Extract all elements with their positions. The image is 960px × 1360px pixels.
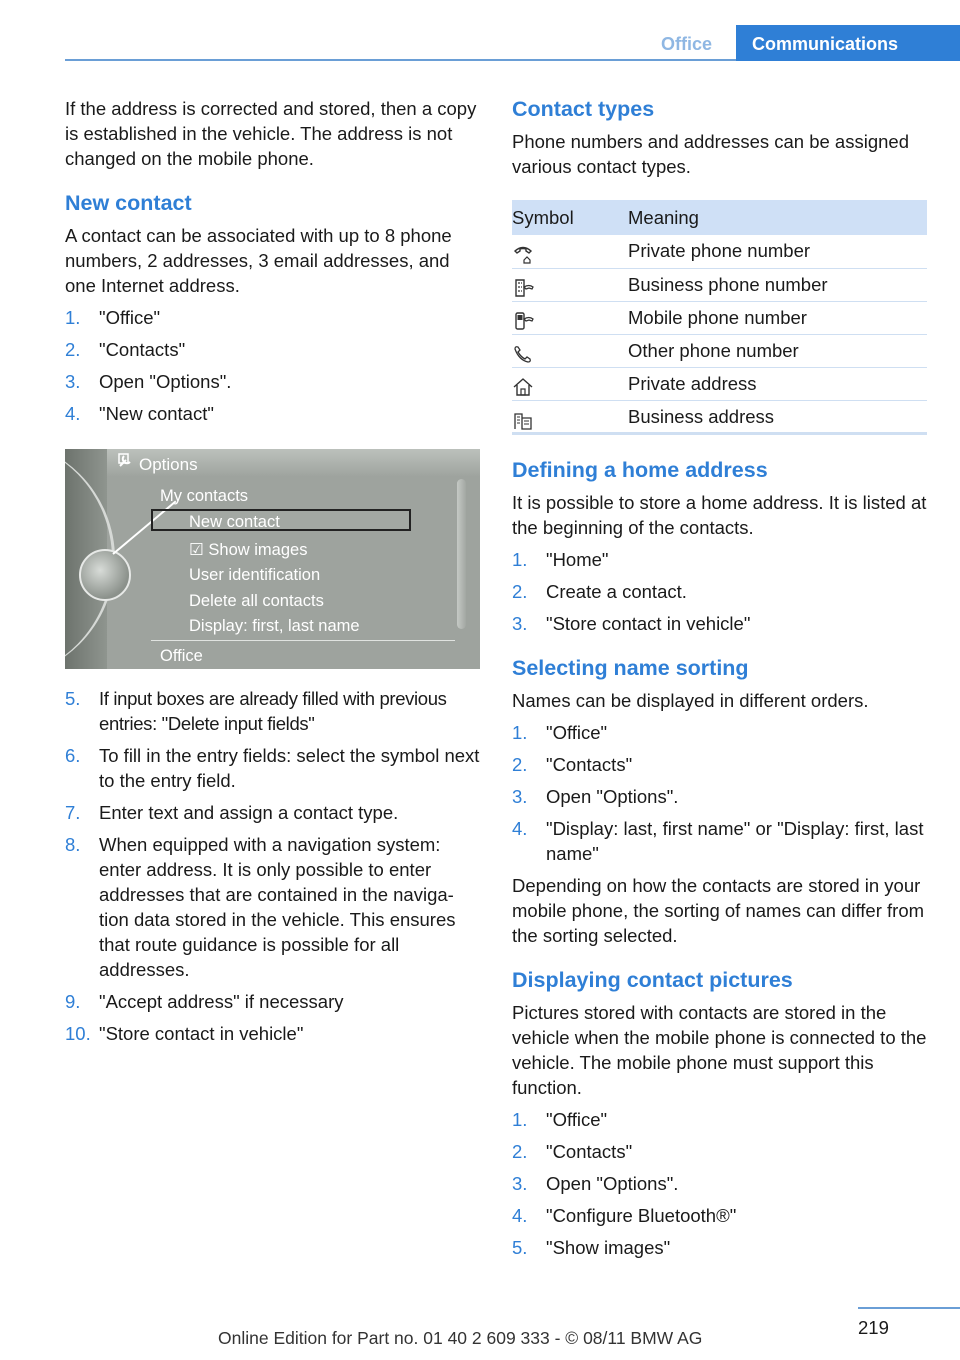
mobile-phone-icon bbox=[512, 310, 628, 332]
new-contact-steps-a bbox=[65, 305, 480, 426]
step-number: 8. bbox=[65, 834, 81, 855]
name-sorting-heading: Selecting name sorting bbox=[512, 655, 749, 680]
step-text: To fill in the entry fields: select the symbol next to the entry field. bbox=[99, 745, 480, 791]
column-header-symbol: Symbol bbox=[512, 200, 628, 235]
list-item bbox=[512, 1235, 927, 1260]
step-text: If input boxes are already filled with previous entries: "Delete input fields" bbox=[99, 688, 447, 734]
step-number: 6. bbox=[65, 745, 81, 766]
step-text: "Store contact in vehicle" bbox=[99, 1023, 304, 1044]
table-row bbox=[512, 301, 927, 334]
step-number: 2. bbox=[512, 580, 528, 602]
step-number: 1. bbox=[512, 721, 528, 743]
other-phone-icon bbox=[512, 343, 628, 365]
step-number: 7. bbox=[65, 802, 81, 823]
step-text: "Office" bbox=[99, 307, 161, 328]
step-number: 3. bbox=[512, 785, 528, 807]
menu-item-label: Show images bbox=[208, 541, 308, 559]
header-section: Office bbox=[661, 34, 713, 54]
business-phone-icon bbox=[512, 277, 628, 299]
table-row bbox=[512, 334, 927, 367]
left-column bbox=[65, 96, 480, 1053]
list-item bbox=[512, 611, 927, 636]
table-cell-meaning: Business phone number bbox=[628, 268, 927, 301]
list-item bbox=[65, 305, 480, 330]
list-item bbox=[65, 743, 480, 793]
list-item bbox=[512, 816, 927, 866]
header-chapter-tab: Communications bbox=[736, 25, 960, 61]
list-item bbox=[512, 752, 927, 777]
table-cell-meaning: Business address bbox=[628, 400, 927, 433]
table-row bbox=[512, 268, 927, 301]
list-item bbox=[65, 989, 480, 1014]
step-number: 1. bbox=[512, 1108, 528, 1130]
business-address-icon bbox=[512, 409, 628, 431]
menu-item-new-contact[interactable]: New contact bbox=[189, 513, 280, 531]
list-item bbox=[512, 1107, 927, 1132]
screen-header-title: Options bbox=[139, 455, 198, 474]
edition-footer: Online Edition for Part no. 01 40 2 609 333 - © 08/11 BMW AG bbox=[218, 1328, 703, 1348]
table-cell-meaning: Other phone number bbox=[628, 334, 927, 367]
step-number: 5. bbox=[512, 1236, 528, 1258]
table-cell-meaning: Private phone number bbox=[628, 235, 927, 268]
list-item bbox=[512, 579, 927, 604]
name-sorting-steps bbox=[512, 720, 927, 866]
list-item bbox=[512, 1171, 927, 1196]
step-number: 4. bbox=[512, 817, 528, 839]
list-item bbox=[65, 337, 480, 362]
step-text: Enter text and assign a contact type. bbox=[99, 802, 399, 823]
home-address-steps bbox=[512, 547, 927, 636]
menu-item-display-order[interactable]: Display: first, last name bbox=[189, 617, 360, 635]
step-text: "Store contact in vehicle" bbox=[546, 612, 751, 634]
step-number: 4. bbox=[512, 1204, 528, 1226]
step-number: 2. bbox=[65, 339, 81, 360]
name-sorting-paragraph: Names can be displayed in different orders. bbox=[512, 689, 869, 711]
list-item bbox=[65, 686, 480, 736]
menu-item-my-contacts[interactable]: My contacts bbox=[160, 487, 249, 505]
list-item bbox=[512, 1203, 927, 1228]
controller-knob bbox=[79, 549, 131, 601]
contact-types-heading: Contact types bbox=[512, 97, 655, 121]
list-item bbox=[65, 800, 480, 825]
table-header-row bbox=[512, 200, 927, 235]
step-text: Create a contact. bbox=[546, 580, 687, 602]
menu-item-show-images[interactable] bbox=[189, 538, 307, 563]
step-text: "New contact" bbox=[99, 403, 214, 424]
step-text: Open "Options". bbox=[99, 371, 232, 392]
page-number: 219 bbox=[858, 1317, 889, 1338]
home-address-paragraph: It is possible to store a home address. It is listed at the beginning of the contacts. bbox=[512, 491, 927, 538]
table-cell-meaning: Mobile phone number bbox=[628, 301, 927, 334]
list-item bbox=[65, 1021, 480, 1046]
step-number: 1. bbox=[512, 548, 528, 570]
private-address-icon bbox=[512, 376, 628, 398]
step-text: "Display: last, first name" or "Display: first, last name" bbox=[546, 817, 924, 864]
list-item bbox=[512, 1139, 927, 1164]
step-text: "Contacts" bbox=[99, 339, 186, 360]
step-number: 5. bbox=[65, 688, 81, 709]
new-contact-heading: New contact bbox=[65, 191, 192, 215]
step-text: "Office" bbox=[546, 721, 608, 743]
new-contact-paragraph: A contact can be associated with up to 8 phone numbers, 2 addresses, 3 email addresses, and one Internet address. bbox=[65, 225, 452, 296]
list-item bbox=[512, 784, 927, 809]
intro-paragraph: If the address is corrected and stored, then a copy is established in the vehicle. The address is not changed on the mobile phone. bbox=[65, 98, 477, 169]
list-item bbox=[512, 547, 927, 572]
step-text: Open "Options". bbox=[546, 785, 679, 807]
step-text: When equipped with a navigation system: enter address. It is only possible to enter addresses that are contained in the naviga-tion data stored in the vehicle. This ensures that route guidance is possible for all addresses. bbox=[99, 834, 456, 980]
step-number: 3. bbox=[512, 1172, 528, 1194]
step-text: "Office" bbox=[546, 1108, 608, 1130]
contact-pictures-paragraph: Pictures stored with contacts are stored in the vehicle when the mobile phone is connected to the vehicle. The mobile phone must support this function. bbox=[512, 1001, 927, 1098]
step-text: "Show images" bbox=[546, 1236, 671, 1258]
column-header-meaning: Meaning bbox=[628, 200, 927, 235]
step-number: 1. bbox=[65, 307, 81, 328]
menu-item-user-identification[interactable]: User identification bbox=[189, 566, 321, 584]
list-item bbox=[65, 401, 480, 426]
table-row bbox=[512, 400, 927, 433]
table-row bbox=[512, 235, 927, 268]
table-row bbox=[512, 367, 927, 400]
step-number: 9. bbox=[65, 991, 81, 1012]
step-text: "Configure Bluetooth®" bbox=[546, 1204, 737, 1226]
list-item bbox=[512, 720, 927, 745]
menu-item-delete-all[interactable]: Delete all contacts bbox=[189, 592, 324, 610]
menu-divider bbox=[151, 640, 455, 641]
step-text: "Contacts" bbox=[546, 1140, 633, 1162]
step-number: 4. bbox=[65, 403, 81, 424]
step-number: 3. bbox=[65, 371, 81, 392]
step-number: 3. bbox=[512, 612, 528, 634]
options-icon bbox=[117, 452, 134, 469]
scrollbar[interactable] bbox=[457, 479, 466, 629]
home-address-heading: Defining a home address bbox=[512, 457, 768, 482]
name-sorting-note: Depending on how the contacts are stored in your mobile phone, the sorting of names can differ from the sorting selected. bbox=[512, 874, 925, 946]
right-column bbox=[512, 96, 927, 1267]
contact-types-paragraph: Phone numbers and addresses can be assigned various contact types. bbox=[512, 131, 909, 177]
step-number: 2. bbox=[512, 753, 528, 775]
table-cell-meaning: Private address bbox=[628, 367, 927, 400]
step-text: "Contacts" bbox=[546, 753, 633, 775]
contact-pictures-heading: Displaying contact pictures bbox=[512, 967, 793, 992]
new-contact-steps-b bbox=[65, 686, 480, 1046]
page-number-rule bbox=[858, 1307, 960, 1309]
contact-types-table bbox=[512, 200, 927, 435]
list-item bbox=[65, 832, 480, 982]
step-text: "Home" bbox=[546, 548, 609, 570]
options-menu-screenshot bbox=[65, 449, 480, 669]
menu-item-office[interactable]: Office bbox=[160, 647, 203, 665]
step-number: 2. bbox=[512, 1140, 528, 1162]
private-phone-icon bbox=[512, 243, 628, 265]
step-text: "Accept address" if necessary bbox=[99, 991, 344, 1012]
step-number: 10. bbox=[65, 1023, 91, 1044]
step-text: Open "Options". bbox=[546, 1172, 679, 1194]
checkbox-icon: ☑ bbox=[189, 541, 209, 559]
contact-pictures-steps bbox=[512, 1107, 927, 1260]
list-item bbox=[65, 369, 480, 394]
